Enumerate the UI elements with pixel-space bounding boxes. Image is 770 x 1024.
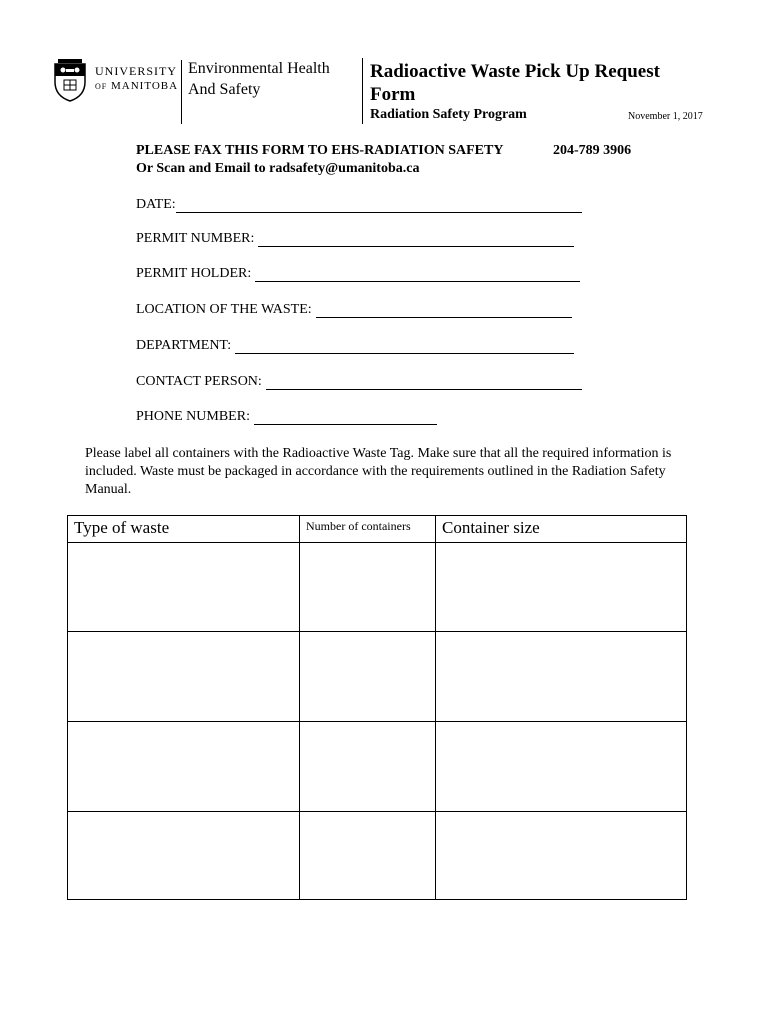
location-field[interactable] — [136, 302, 572, 318]
fax-instruction: PLEASE FAX THIS FORM TO EHS-RADIATION SAFETY — [136, 143, 504, 158]
university-name-line1: UNIVERSITY — [95, 64, 177, 78]
header-type-of-waste-label: Type of waste — [74, 518, 170, 537]
department-name-line2: And Safety — [188, 81, 261, 98]
permit-holder-label: PERMIT HOLDER: — [136, 266, 252, 281]
fax-number: 204-789 3906 — [553, 143, 632, 158]
phone-number-input-line[interactable] — [254, 410, 437, 425]
header-divider-1 — [181, 60, 182, 124]
labeling-instructions: Please label all containers with the Radioactive Waste Tag. Make sure that all the required information is included. Waste must be packaged in accordance with the requirements outlined in the Radiation Safety Manual. — [85, 446, 672, 497]
row-2-count-cell[interactable] — [300, 632, 436, 722]
location-input-line[interactable] — [316, 303, 572, 318]
contact-person-input-line[interactable] — [266, 375, 582, 390]
header-number-of-containers — [300, 516, 436, 543]
row-3-count-cell[interactable] — [300, 722, 436, 812]
department-field[interactable] — [136, 338, 574, 354]
form-revision-date: November 1, 2017 — [628, 111, 703, 122]
header-divider-2 — [362, 58, 363, 124]
row-1-type-cell[interactable] — [68, 542, 300, 632]
department-name-line1: Environmental Health — [188, 60, 330, 77]
department-input-line[interactable] — [235, 339, 574, 354]
permit-number-field[interactable] — [136, 231, 574, 247]
header-container-size — [436, 516, 686, 543]
header-number-of-containers-label: Number of containers — [306, 519, 411, 533]
contact-person-field[interactable] — [136, 374, 582, 390]
university-name-line2 — [95, 80, 178, 92]
date-field[interactable] — [136, 197, 582, 213]
header-type-of-waste — [68, 516, 300, 543]
date-label: DATE: — [136, 197, 176, 212]
university-manitoba-label: MANITOBA — [110, 80, 179, 92]
row-2-size-cell[interactable] — [436, 632, 686, 722]
permit-holder-input-line[interactable] — [255, 267, 580, 282]
row-2-type-cell[interactable] — [68, 632, 300, 722]
row-1-size-cell[interactable] — [436, 542, 686, 632]
university-of-label: OF — [95, 82, 108, 91]
header-container-size-label: Container size — [442, 518, 540, 537]
form-title: Radioactive Waste Pick Up Request Form — [370, 61, 660, 105]
university-crest-logo — [52, 58, 88, 102]
row-4-count-cell[interactable] — [300, 812, 436, 899]
program-name: Radiation Safety Program — [370, 107, 527, 122]
row-3-type-cell[interactable] — [68, 722, 300, 812]
contact-person-label: CONTACT PERSON: — [136, 374, 262, 389]
permit-number-input-line[interactable] — [258, 232, 574, 247]
date-input-line[interactable] — [176, 198, 582, 213]
phone-number-field[interactable] — [136, 409, 437, 425]
row-1-count-cell[interactable] — [300, 542, 436, 632]
phone-number-label: PHONE NUMBER: — [136, 409, 250, 424]
email-instruction: Or Scan and Email to radsafety@umanitoba.ca — [136, 161, 420, 176]
row-3-size-cell[interactable] — [436, 722, 686, 812]
row-4-size-cell[interactable] — [436, 812, 686, 899]
location-label: LOCATION OF THE WASTE: — [136, 302, 312, 317]
permit-number-label: PERMIT NUMBER: — [136, 231, 255, 246]
department-label: DEPARTMENT: — [136, 338, 232, 353]
waste-table — [67, 515, 687, 900]
permit-holder-field[interactable] — [136, 266, 580, 282]
row-4-type-cell[interactable] — [68, 812, 300, 899]
